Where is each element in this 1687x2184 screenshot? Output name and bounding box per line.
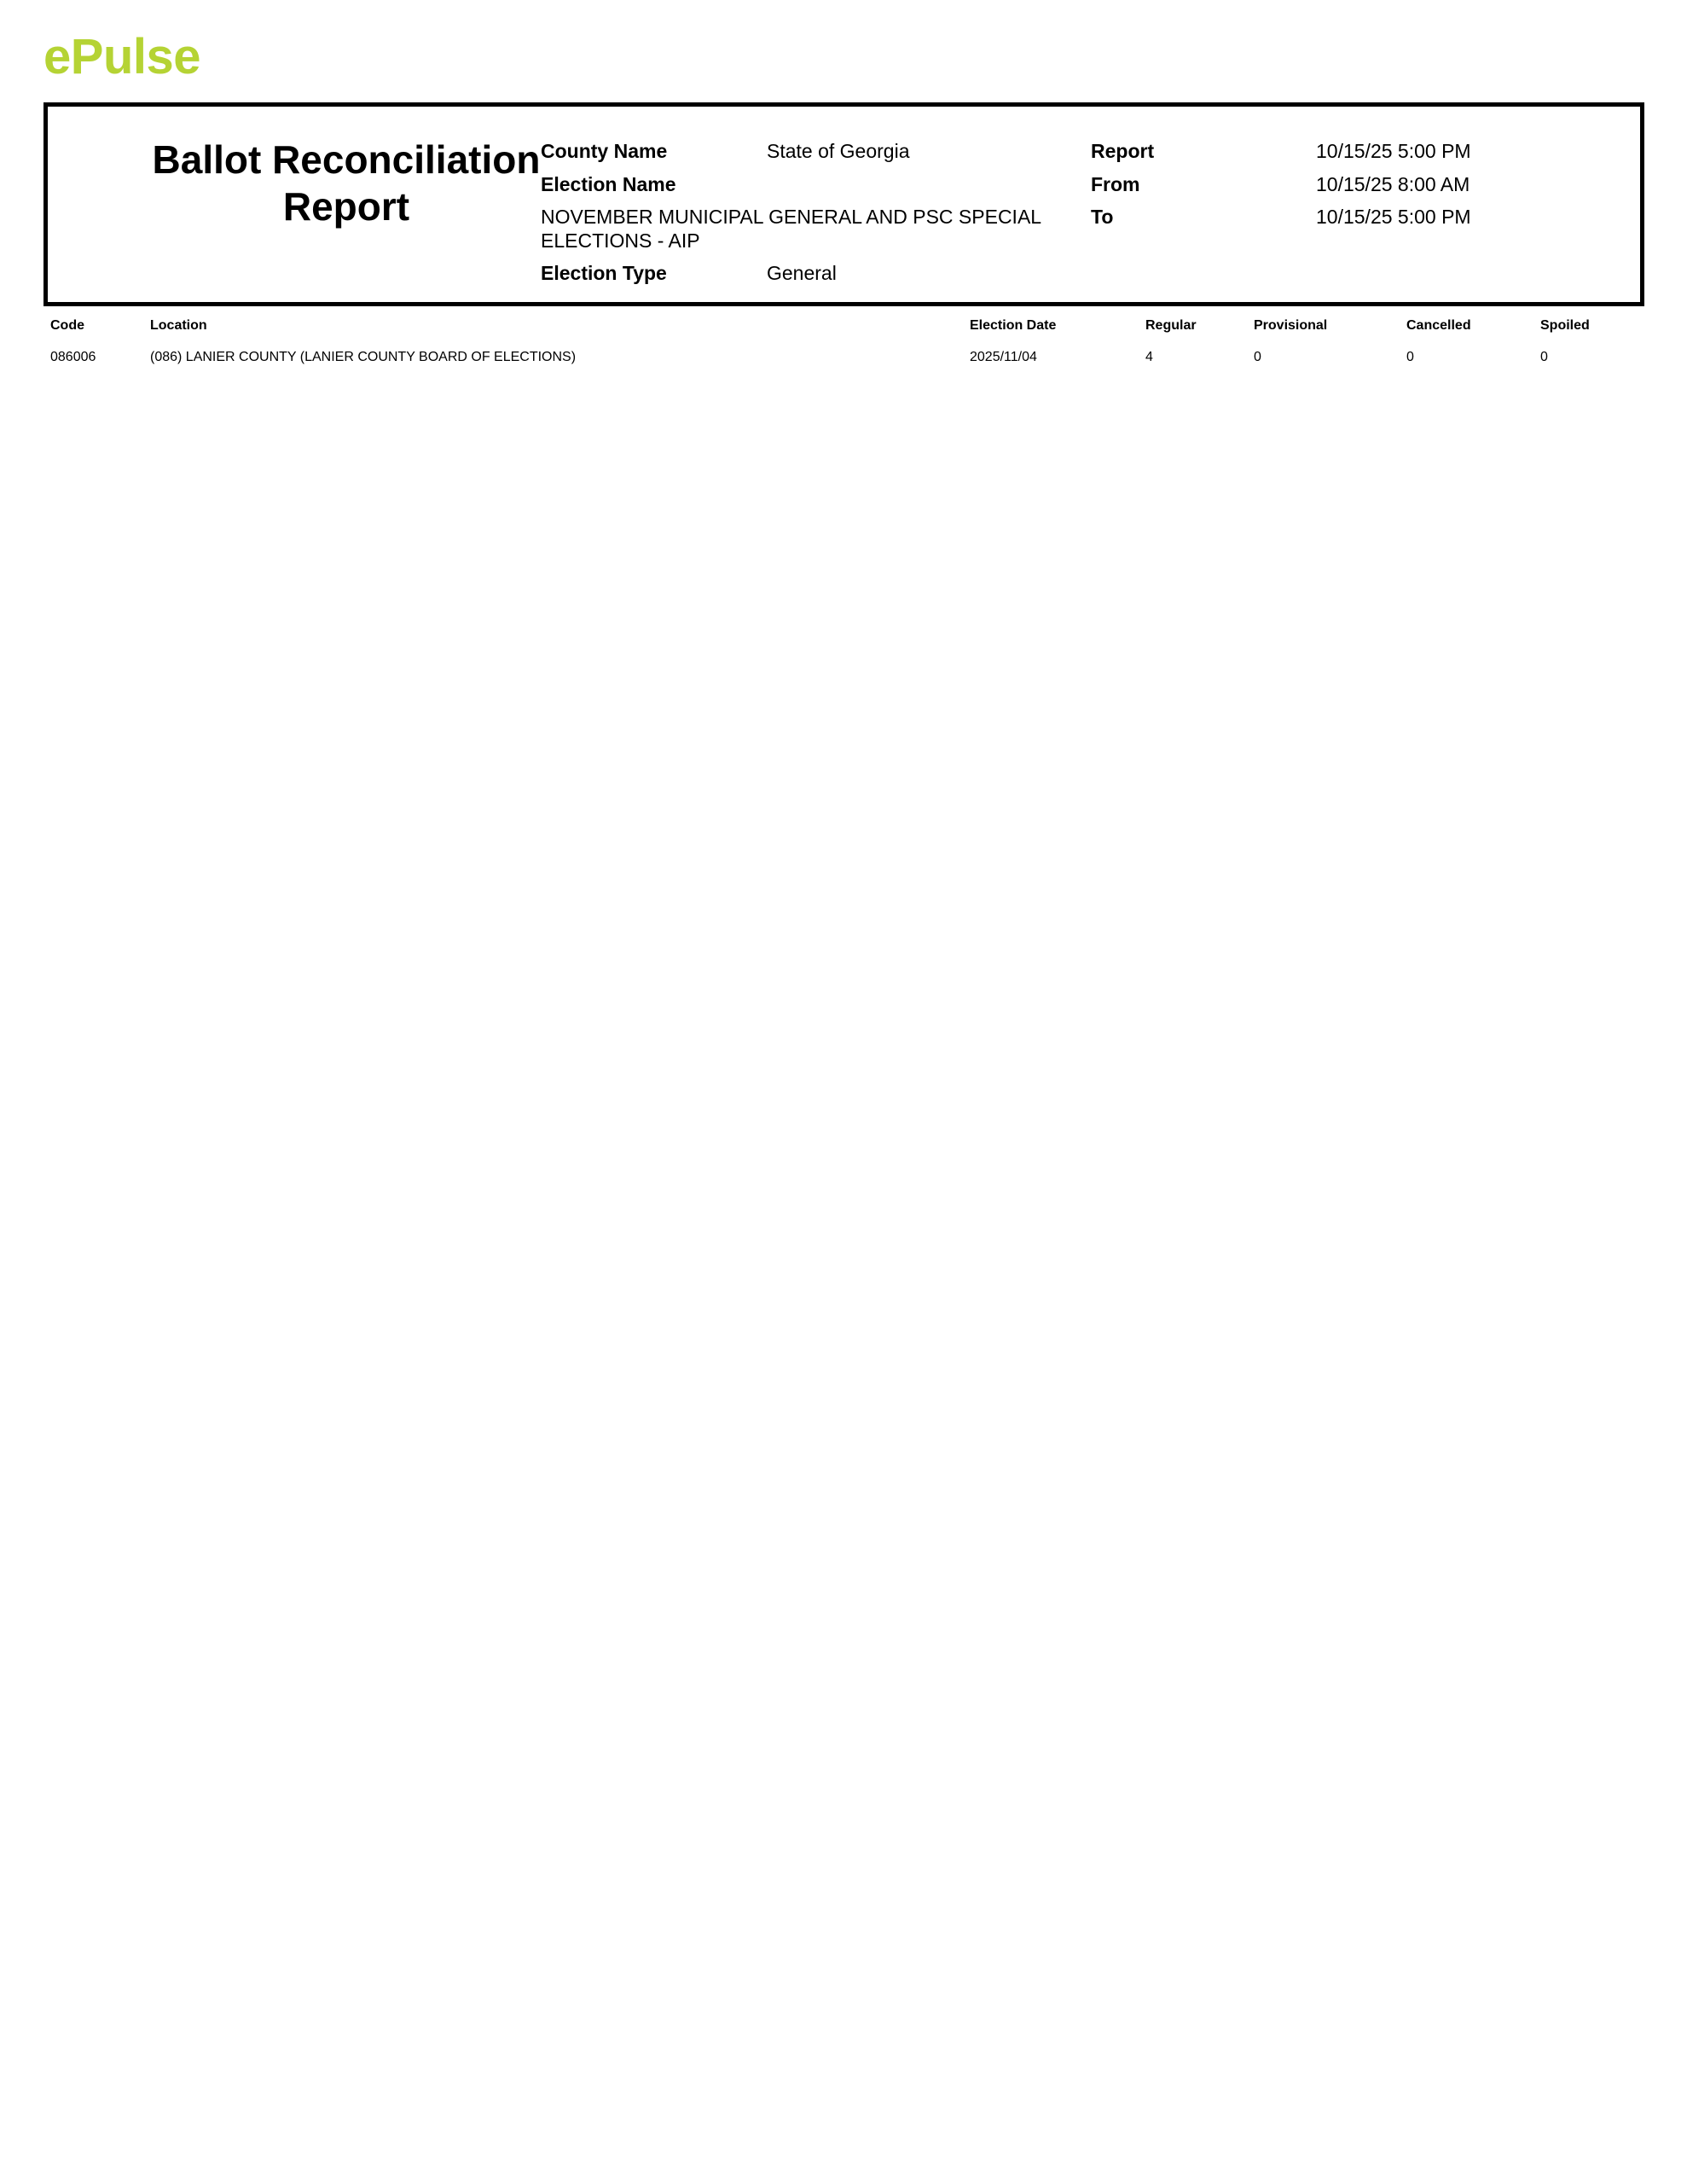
election-name-value: NOVEMBER MUNICIPAL GENERAL AND PSC SPECIAL ELECTIONS - AIP [541, 206, 1041, 252]
epulse-logo: ePulse [43, 29, 200, 84]
column-header-provisional: Provisional [1254, 318, 1328, 333]
column-header-code: Code [50, 318, 84, 333]
from-value: 10/15/25 8:00 AM [1316, 173, 1470, 195]
cell-cancelled: 0 [1406, 350, 1414, 364]
report-value: 10/15/25 5:00 PM [1316, 140, 1471, 162]
to-value: 10/15/25 5:00 PM [1316, 206, 1471, 228]
election-type-value: General [767, 262, 837, 284]
cell-spoiled: 0 [1540, 350, 1548, 364]
cell-location: (086) LANIER COUNTY (LANIER COUNTY BOARD OF ELECTIONS) [150, 350, 577, 364]
column-header-spoiled: Spoiled [1540, 318, 1590, 333]
cell-provisional: 0 [1254, 350, 1261, 364]
column-header-election-date: Election Date [970, 318, 1057, 333]
election-type-label: Election Type [541, 262, 667, 284]
to-label: To [1091, 206, 1114, 228]
report-label: Report [1091, 140, 1155, 162]
report-title: Ballot Reconciliation Report [152, 137, 541, 229]
cell-election-date: 2025/11/04 [970, 350, 1037, 364]
election-name-label: Election Name [541, 173, 676, 195]
cell-regular: 4 [1145, 350, 1153, 364]
column-header-location: Location [150, 318, 207, 333]
county-name-label: County Name [541, 140, 668, 162]
report-header [43, 102, 1644, 306]
column-header-cancelled: Cancelled [1406, 318, 1471, 333]
county-name-value: State of Georgia [767, 140, 910, 162]
column-header-regular: Regular [1145, 318, 1197, 333]
cell-code: 086006 [50, 350, 96, 364]
from-label: From [1091, 173, 1140, 195]
